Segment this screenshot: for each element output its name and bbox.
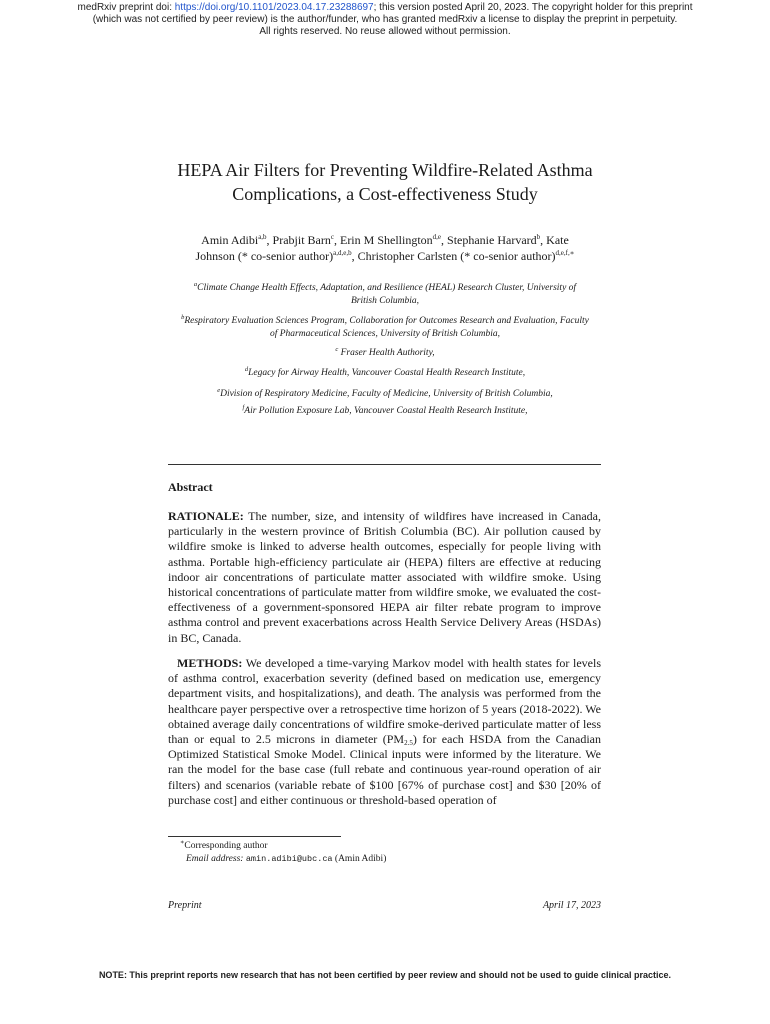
affiliation-line — [160, 282, 610, 295]
affiliation-sup: c — [335, 346, 339, 353]
banner-suffix: ; this version posted April 20, 2023. The copyright holder for this preprint — [373, 2, 693, 13]
footer-date: April 17, 2023 — [542, 900, 601, 911]
rationale-paragraph — [168, 509, 601, 646]
rationale-label: RATIONALE: — [168, 509, 244, 523]
author-affil-sup: b — [536, 233, 541, 241]
authors-line-2 — [150, 248, 620, 264]
affiliation-a — [160, 282, 610, 307]
affiliation-line — [160, 405, 610, 418]
title-line-2: Complications, a Cost-effectiveness Study — [232, 184, 538, 204]
abstract-divider — [168, 464, 601, 465]
author-list — [150, 232, 620, 264]
affiliation-text: Fraser Health Authority, — [340, 348, 435, 358]
banner-line-2: (which was not certified by peer review) is the author/funder, who has granted medRxiv a license to display the preprint in perpetuity. — [92, 14, 678, 25]
affiliation-line: of Pharmaceutical Sciences, University of British Columbia, — [269, 328, 501, 339]
affiliation-text: Climate Change Health Effects, Adaptation, and Resilience (HEAL) Research Cluster, University of — [197, 283, 577, 293]
rationale-text: The number, size, and intensity of wildfires have increased in Canada, particularly in the western province of British Columbia (BC). Air pollution caused by wildfire smoke is linked to adverse health outcomes, especially for people living with asthma. Portable high-efficiency particulate air (HEPA) filters are effective at reducing indoor air concentrations of particulate matter associated with wildfire smoke. Using historical concentrations of particulate matter from wildfire smoke, we evaluated the cost-effectiveness of a government-sponsored HEPA air filter rebate program to improve asthma control and prevent exacerbations across Health Service Delivery Areas (HSDAs) in BC, Canada. — [168, 509, 601, 645]
author-name: Amin Adibi — [201, 233, 259, 247]
affiliation-sup: e — [217, 387, 221, 394]
affiliation-sup: b — [181, 314, 185, 321]
affiliation-text: Respiratory Evaluation Sciences Program, Collaboration for Outcomes Research and Evaluation, Faculty — [184, 316, 589, 326]
affiliation-line — [160, 315, 610, 328]
affiliation-line — [160, 367, 610, 380]
doi-link[interactable]: https://doi.org/10.1101/2023.04.17.23288697 — [174, 2, 374, 13]
author-affil-sup: a,d,e,b — [333, 249, 352, 257]
methods-text: We developed a time-varying Markov model with health states for levels of asthma control, exacerbation severity (defined based on medication use, emergency department visits, and hospitalizations), and death. The analysis was performed from the healthcare payer perspective over a retrospective time horizon of 5 years (2018-2022). We obtained average daily concentrations of wildfire smoke-derived particulate matter of less than or equal to 2.5 microns in diameter (PM — [168, 656, 601, 747]
banner-line-1 — [0, 2, 770, 14]
affiliation-line: British Columbia, — [350, 295, 420, 306]
banner-prefix: medRxiv preprint doi: — [77, 2, 175, 13]
affiliation-b — [160, 315, 610, 340]
affiliation-line — [160, 388, 610, 401]
methods-paragraph — [168, 656, 601, 808]
authors-line-1 — [150, 232, 620, 248]
author-name: , Christopher Carlsten (* co-senior author) — [351, 249, 556, 263]
affiliation-f — [160, 405, 610, 418]
author-affil-sup: a,b — [258, 233, 267, 241]
email-label: Email address: — [186, 854, 244, 864]
affiliation-c — [160, 347, 610, 360]
affiliation-text: Air Pollution Exposure Lab, Vancouver Coastal Health Research Institute, — [244, 406, 528, 416]
corresponding-author-note — [180, 840, 268, 853]
peer-review-note: NOTE: This preprint reports new research that has not been certified by peer review and should not be used to guide clinical practice. — [98, 970, 672, 980]
author-name: , Prabjit Barn — [266, 233, 331, 247]
author-name: , Stephanie Harvard — [441, 233, 537, 247]
affiliation-text: Division of Respiratory Medicine, Faculty of Medicine, University of British Columbia, — [220, 389, 553, 399]
corresponding-label: Corresponding author — [184, 841, 268, 851]
abstract-heading: Abstract — [168, 480, 213, 494]
footnote-sup: ∗ — [180, 839, 185, 846]
affiliation-line — [160, 347, 610, 360]
title-line-1: HEPA Air Filters for Preventing Wildfire-Related Asthma — [177, 160, 593, 180]
author-name: Johnson (* co-senior author) — [195, 249, 334, 263]
affiliation-d — [160, 367, 610, 380]
footer-preprint-label: Preprint — [168, 900, 202, 911]
affiliation-e — [160, 388, 610, 401]
affiliation-text: Legacy for Airway Health, Vancouver Coastal Health Research Institute, — [248, 368, 526, 378]
affiliation-sup: f — [242, 404, 245, 411]
affiliation-sup: a — [193, 281, 198, 288]
author-name: , Kate — [540, 233, 569, 247]
banner-line-3: All rights reserved. No reuse allowed without permission. — [259, 26, 511, 37]
email-owner: (Amin Adibi) — [334, 854, 387, 864]
author-affil-sup: c — [330, 233, 334, 241]
footnote-divider — [168, 836, 341, 837]
methods-text-cont: ) for each HSDA from the Canadian Optimized Statistical Smoke Model. Clinical inputs were informed by the literature. We ran the model for the base case (full rebate and continuous year-round operation of air filters) and scenarios (variable rebate of $100 [67% of purchase cost] and $30 [20% of purchase cost] and either continuous or threshold-based operation of — [168, 732, 601, 807]
email-line — [186, 853, 386, 866]
author-affil-sup: d,e,f,∗ — [555, 249, 575, 257]
paper-title — [120, 158, 650, 206]
affiliation-sup: d — [244, 366, 249, 373]
medrxiv-banner — [0, 2, 770, 38]
methods-label: METHODS: — [177, 656, 243, 670]
pm-subscript: 2.5 — [404, 739, 413, 748]
author-affil-sup: d,e — [432, 233, 442, 241]
email-address[interactable]: amin.adibi@ubc.ca — [245, 854, 333, 864]
author-name: , Erin M Shellington — [333, 233, 433, 247]
